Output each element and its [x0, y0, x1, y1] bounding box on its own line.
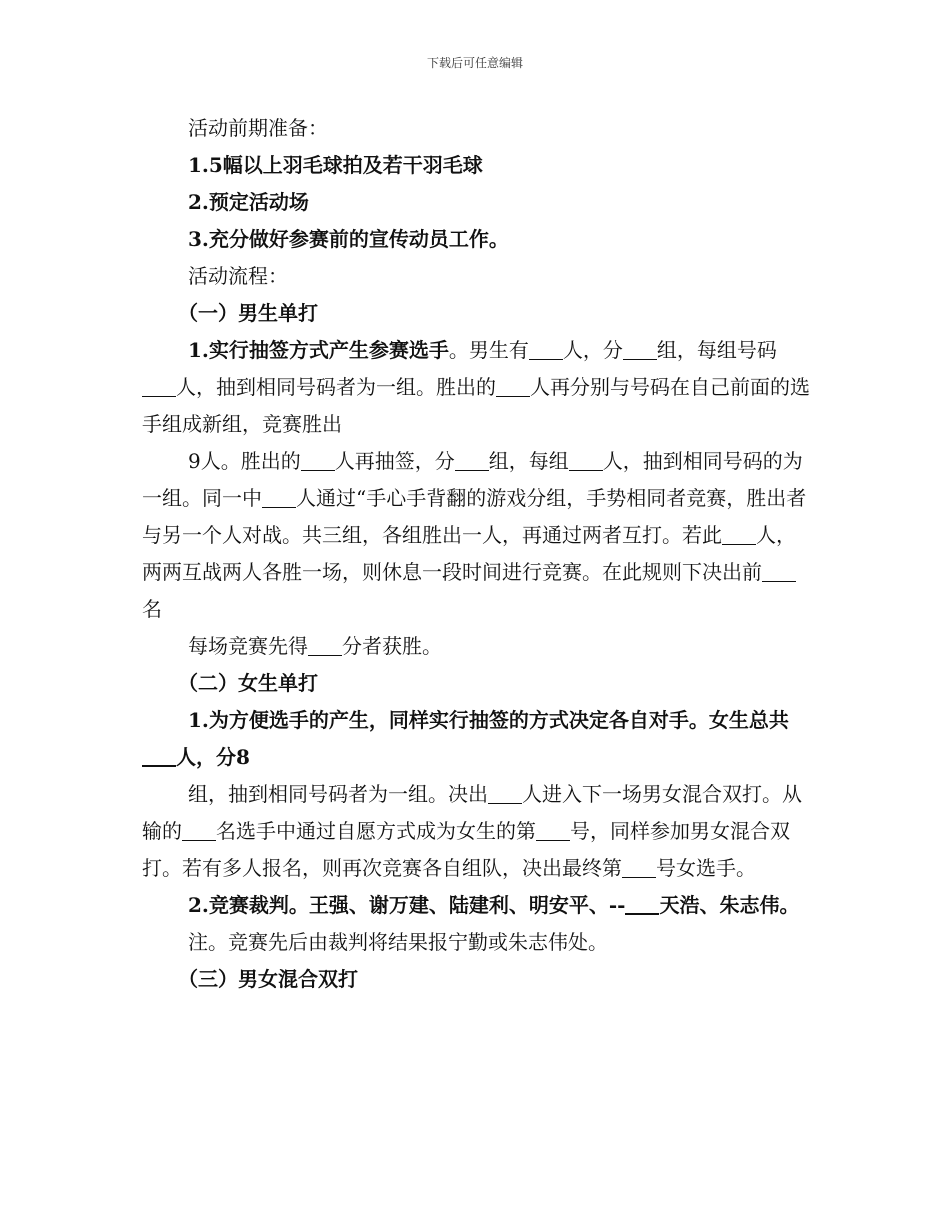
- section-2-paragraph-2: 组，抽到相同号码者为一组。决出 人进入下一场男女混合双打。从输的 名选手中通过自愿方式成为女生的第 号，同样参加男女混合双打。若有多人报名，则再次竞赛各自组队，决出最终第 号女选手。: [142, 782, 802, 880]
- page-header: 下载后可任意编辑: [426, 56, 523, 70]
- section-2-paragraph-1: 1.为方便选手的产生，同样实行抽签的方式决定各自对手。女生总共人，分8: [142, 702, 810, 776]
- section-1-paragraph-1: 1.实行抽签方式产生参赛选手。男生有 人，分 组，每组号码人，抽到相同号码者为一组。胜出的 人再分别与号码在自己前面的选手组成新组，竞赛胜出: [142, 338, 810, 436]
- fill-blank: [762, 561, 796, 582]
- section-2-title: （二）女生单打: [178, 671, 318, 695]
- fill-blank: [625, 893, 659, 915]
- flow-title: 活动流程：: [188, 264, 288, 288]
- prep-item-1: 1.5幅以上羽毛球拍及若干羽毛球: [188, 153, 483, 177]
- fill-blank: [455, 450, 489, 471]
- section-2-paragraph-3: 2.竞赛裁判。王强、谢万建、陆建利、明安平、-- 天浩、朱志伟。: [188, 893, 800, 917]
- fill-blank: [142, 745, 176, 767]
- section-1-paragraph-3: 每场竞赛先得 分者获胜。: [188, 634, 442, 658]
- fill-blank: [496, 376, 530, 397]
- section-1-lead: 1.实行抽签方式产生参赛选手: [188, 338, 449, 362]
- fill-blank: [569, 450, 603, 471]
- fill-blank: [488, 783, 522, 804]
- fill-blank: [536, 820, 570, 841]
- fill-blank: [308, 635, 342, 656]
- section-1-paragraph-2: 9人。胜出的 人再抽签，分 组，每组 人，抽到相同号码的为一组。同一中 人通过“手心手背翻的游戏分组，手势相同者竞赛，胜出者与另一个人对战。共三组，各组胜出一人，再通过两者互打。若此 人，两两互战两人各胜一场，则休息一段时间进行竞赛。在此规则下决出前名: [142, 449, 807, 621]
- fill-blank: [182, 820, 216, 841]
- prep-item-2: 2.预定活动场: [188, 190, 309, 214]
- prep-item-3: 3.充分做好参赛前的宣传动员工作。: [188, 227, 509, 251]
- section-2-note: 注。竞赛先后由裁判将结果报宁勤或朱志伟处。: [188, 930, 608, 954]
- fill-blank: [529, 339, 563, 360]
- prep-title: 活动前期准备：: [188, 116, 328, 140]
- section-3-title: （三）男女混合双打: [178, 967, 358, 991]
- fill-blank: [622, 857, 656, 878]
- section-1-title: （一）男生单打: [178, 301, 318, 325]
- fill-blank: [262, 487, 296, 508]
- fill-blank: [142, 376, 176, 397]
- fill-blank: [722, 524, 756, 545]
- fill-blank: [301, 450, 335, 471]
- fill-blank: [623, 339, 657, 360]
- document-body: [142, 110, 810, 998]
